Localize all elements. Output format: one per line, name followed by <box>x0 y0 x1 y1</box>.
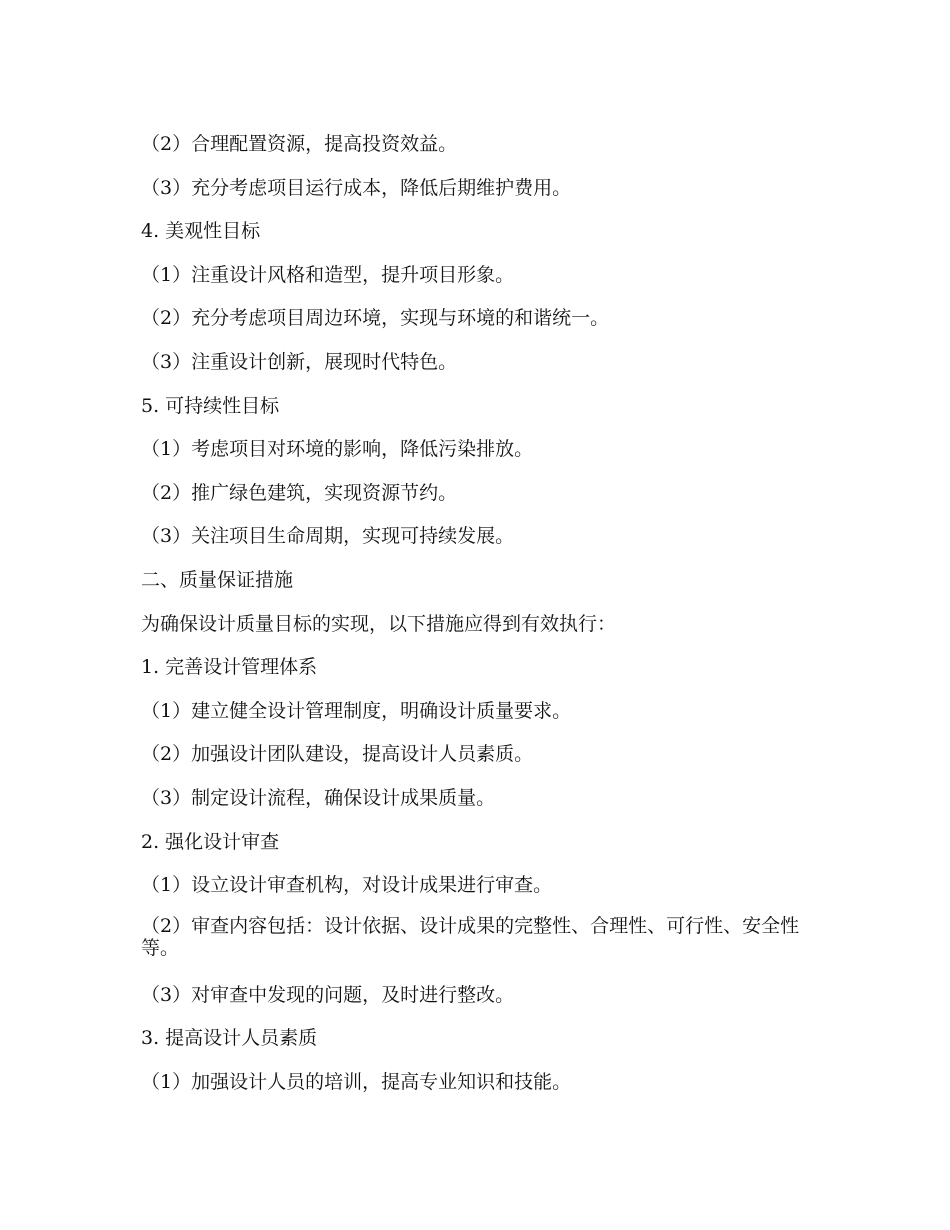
list-item: （1）注重设计风格和造型，提升项目形象。 <box>141 263 515 286</box>
list-item: （1）考虑项目对环境的影响，降低污染排放。 <box>141 438 534 461</box>
subheading: 5. 可持续性目标 <box>141 394 280 417</box>
subheading: 2. 强化设计审查 <box>141 830 280 853</box>
list-item: （3）关注项目生命周期，实现可持续发展。 <box>141 525 515 548</box>
list-item: （2）充分考虑项目周边环境，实现与环境的和谐统一。 <box>141 307 610 330</box>
list-item: （2）合理配置资源，提高投资效益。 <box>141 133 458 155</box>
section-heading: 二、质量保证措施 <box>141 568 294 591</box>
subheading: 3. 提高设计人员素质 <box>141 1027 318 1050</box>
list-item: （3）注重设计创新，展现时代特色。 <box>141 350 458 373</box>
list-item: （3）充分考虑项目运行成本，降低后期维护费用。 <box>141 176 572 199</box>
document-body <box>141 124 801 1105</box>
list-item: （2）加强设计团队建设，提高设计人员素质。 <box>141 743 534 766</box>
list-item: （1）加强设计人员的培训，提高专业知识和技能。 <box>141 1070 572 1093</box>
list-item: （3）制定设计流程，确保设计成果质量。 <box>141 786 496 809</box>
list-item: （2）推广绿色建筑，实现资源节约。 <box>141 481 458 504</box>
intro-paragraph: 为确保设计质量目标的实现，以下措施应得到有效执行： <box>141 612 617 635</box>
subheading: 4. 美观性目标 <box>141 220 261 243</box>
subheading: 1. 完善设计管理体系 <box>141 656 318 679</box>
list-item: （2）审查内容包括：设计依据、设计成果的完整性、合理性、可行性、安全性等。 <box>141 914 800 959</box>
list-item: （3）对审查中发现的问题，及时进行整改。 <box>141 983 515 1006</box>
list-item: （1）建立健全设计管理制度，明确设计质量要求。 <box>141 699 572 722</box>
list-item: （1）设立设计审查机构，对设计成果进行审查。 <box>141 874 553 897</box>
